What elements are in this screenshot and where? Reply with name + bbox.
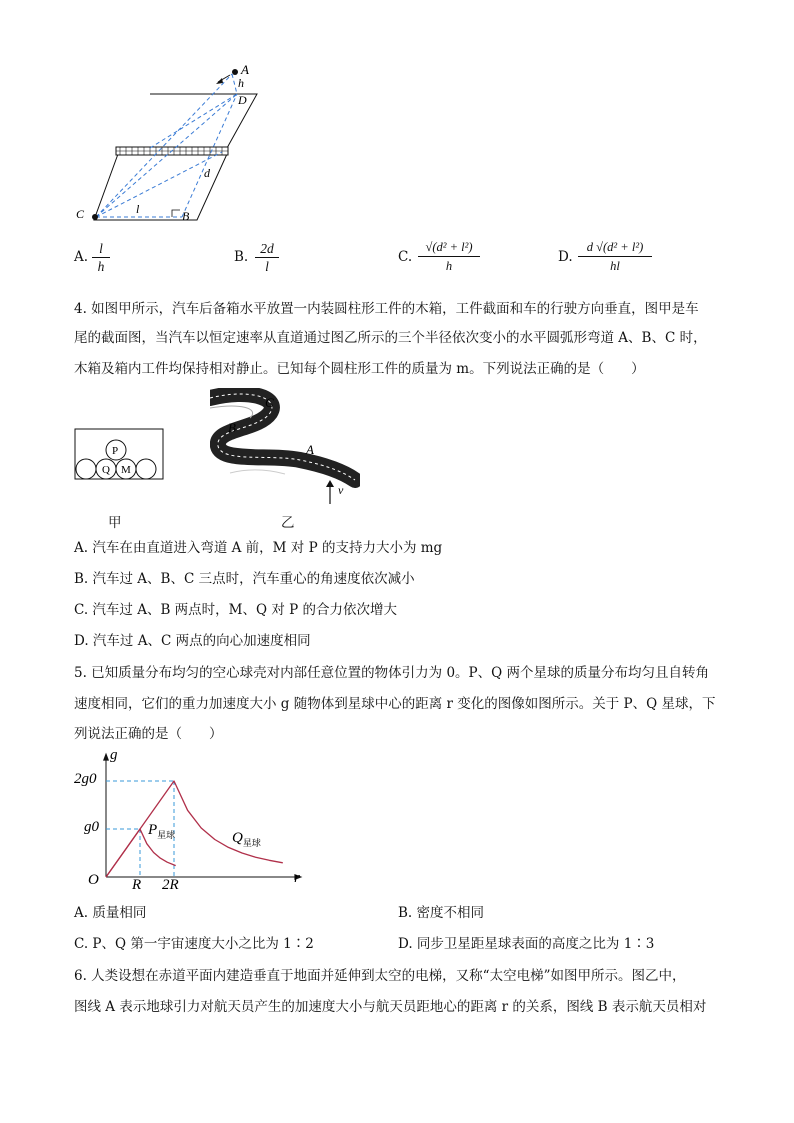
label-p: P bbox=[112, 445, 119, 457]
label-a: A bbox=[241, 62, 249, 77]
figure-yi-road bbox=[210, 388, 360, 506]
q5-option-d[interactable]: D. 同步卫星距星球表面的高度之比为 1∶3 bbox=[398, 936, 655, 952]
label-q: Q bbox=[102, 464, 110, 476]
label-b: B bbox=[182, 209, 190, 223]
q4-line-1: 4. 如图甲所示，汽车后备箱水平放置一内装圆柱形工件的木箱，工件截面和车的行驶方向垂直，图甲是车 bbox=[74, 301, 699, 317]
y-tick-g0-text: g0 bbox=[84, 819, 99, 835]
fraction-numerator: 2d bbox=[255, 240, 279, 258]
series-p-label-sub: 星球 bbox=[157, 830, 176, 840]
label-c: C bbox=[265, 395, 274, 410]
fraction-numerator: d √(d² + l²) bbox=[578, 238, 652, 257]
y-tick-2g0-text: 2g0 bbox=[74, 771, 97, 787]
label-d: d bbox=[204, 166, 210, 180]
fraction-numerator: l bbox=[92, 240, 110, 258]
series-q-label bbox=[232, 830, 261, 848]
label-c: C bbox=[76, 207, 85, 221]
fraction-denominator: h bbox=[97, 259, 105, 274]
label-a: A bbox=[306, 442, 314, 457]
dashed-paths bbox=[96, 74, 237, 217]
label-m: M bbox=[121, 464, 131, 476]
g-vs-r-chart bbox=[72, 742, 312, 892]
caption-jia: 甲 bbox=[108, 515, 122, 531]
q4-option-d[interactable]: D. 汽车过 A、C 两点的向心加速度相同 bbox=[74, 633, 311, 649]
label-d-top: D bbox=[238, 93, 247, 107]
q3-option-c-fraction bbox=[418, 238, 480, 275]
q6-line-1: 6. 人类设想在赤道平面内建造垂直于地面并延伸到太空的电梯，又称“太空电梯”如图甲所示。图乙中， bbox=[74, 968, 686, 984]
y-tick-g0 bbox=[84, 819, 100, 835]
caption-yi: 乙 bbox=[281, 515, 295, 531]
q5-line-2: 速度相同，它们的重力加速度大小 g 随物体到星球中心的距离 r 变化的图像如图所示。关于 P、Q 星球，下 bbox=[74, 696, 716, 712]
q3-option-a-fraction bbox=[92, 240, 110, 275]
series-q-label-main: Q bbox=[232, 830, 243, 846]
incline-figure bbox=[72, 62, 272, 227]
q5-line-3: 列说法正确的是（ ） bbox=[74, 726, 223, 742]
q6-line-2: 图线 A 表示地球引力对航天员产生的加速度大小与航天员距地心的距离 r 的关系，图线 B 表示航天员相对 bbox=[74, 999, 707, 1015]
q5-line-1: 5. 已知质量分布均匀的空心球壳对内部任意位置的物体引力为 0。P、Q 两个星球的质量分布均匀且自转角 bbox=[74, 665, 709, 681]
x-axis-label: r bbox=[294, 870, 300, 886]
q3-option-b-fraction bbox=[255, 240, 279, 275]
q4-option-b[interactable]: B. 汽车过 A、B、C 三点时，汽车重心的角速度依次减小 bbox=[74, 571, 415, 587]
q5-option-c[interactable]: C. P、Q 第一宇宙速度大小之比为 1∶2 bbox=[74, 936, 314, 952]
fraction-denominator: l bbox=[265, 259, 269, 274]
series-line-1 bbox=[106, 781, 283, 877]
fraction-numerator: √(d² + l²) bbox=[418, 238, 480, 257]
origin-label: O bbox=[88, 872, 99, 888]
label-v: v bbox=[338, 483, 344, 497]
q3-option-d[interactable]: D. bbox=[558, 249, 573, 265]
fraction-denominator: h bbox=[445, 259, 453, 273]
q4-line-3: 木箱及箱内工件均保持相对静止。已知每个圆柱形工件的质量为 m。下列说法正确的是（ ） bbox=[74, 361, 645, 377]
y-axis-arrow bbox=[103, 753, 109, 761]
series-p-label bbox=[147, 822, 175, 840]
q3-option-c[interactable]: C. bbox=[398, 249, 413, 265]
label-h: h bbox=[238, 76, 244, 90]
incline-upper-plane bbox=[118, 94, 257, 148]
q4-option-a[interactable]: A. 汽车在由直道进入弯道 A 前，M 对 P 的支持力大小为 mg bbox=[74, 540, 443, 556]
label-b: B bbox=[228, 420, 236, 435]
x-tick-2r: 2R bbox=[162, 877, 179, 892]
y-axis-label: g bbox=[110, 747, 118, 763]
series-p-label-main: P bbox=[148, 822, 158, 838]
q4-line-2: 尾的截面图，当汽车以恒定速率从直道通过图乙所示的三个半径依次变小的水平圆弧形弯道 A、B、C 时， bbox=[74, 330, 707, 346]
q4-option-c[interactable]: C. 汽车过 A、B 两点时，M、Q 对 P 的合力依次增大 bbox=[74, 602, 398, 618]
q5-option-a[interactable]: A. 质量相同 bbox=[74, 905, 147, 921]
y-tick-2g0 bbox=[74, 771, 97, 787]
x-tick-r: R bbox=[132, 877, 142, 892]
q3-option-b[interactable]: B. bbox=[234, 249, 249, 265]
q5-option-b[interactable]: B. 密度不相同 bbox=[398, 905, 485, 921]
fraction-denominator: hl bbox=[610, 259, 620, 273]
point-c bbox=[92, 214, 98, 220]
q3-option-a[interactable]: A. bbox=[74, 249, 89, 265]
q3-option-d-fraction bbox=[578, 238, 652, 275]
incline-lower-plane bbox=[94, 154, 227, 220]
label-l: l bbox=[136, 202, 140, 216]
series-q-label-sub: 星球 bbox=[242, 838, 261, 848]
figure-jia-box bbox=[74, 428, 166, 482]
point-a bbox=[232, 69, 238, 75]
